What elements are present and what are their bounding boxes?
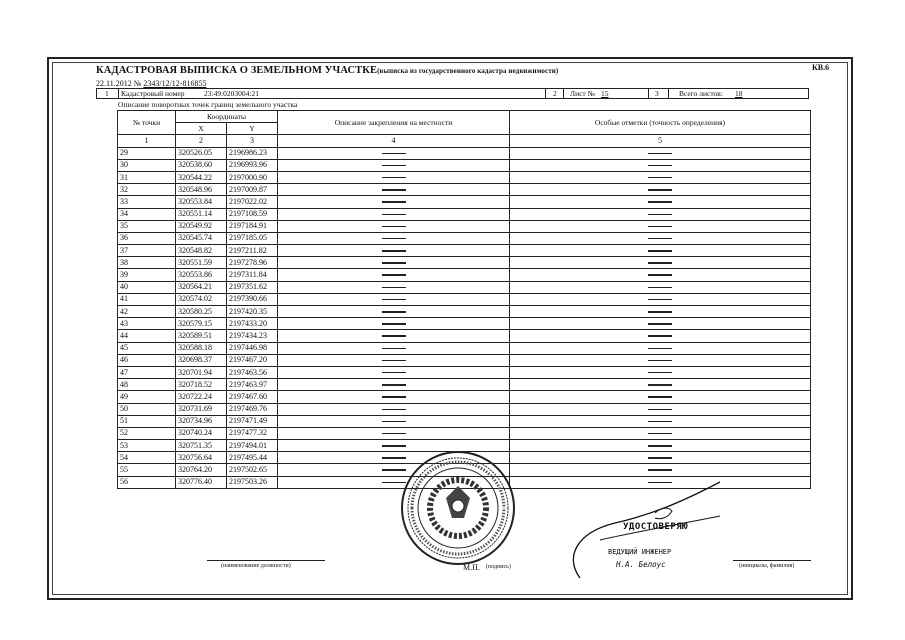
dash-mark xyxy=(648,250,672,252)
notes-cell xyxy=(510,452,811,464)
coord-y: 2197434.23 xyxy=(227,330,278,342)
divider xyxy=(563,89,564,98)
coord-y: 2197433.20 xyxy=(227,318,278,330)
official-seal-stamp xyxy=(398,448,518,568)
coord-x: 320722.24 xyxy=(176,391,227,403)
header-point-no: № точки xyxy=(118,111,176,135)
notes-cell xyxy=(510,306,811,318)
coord-x: 320751.35 xyxy=(176,440,227,452)
notes-cell xyxy=(510,184,811,196)
table-row xyxy=(118,171,811,183)
point-number: 38 xyxy=(118,257,176,269)
table-row xyxy=(118,281,811,293)
divider xyxy=(545,89,546,98)
point-number: 47 xyxy=(118,366,176,378)
coord-y: 2197463.97 xyxy=(227,379,278,391)
engineer-name: Н.А. Белоус xyxy=(616,560,666,569)
header-coordinates: Координаты xyxy=(176,111,278,123)
coord-x: 320764.20 xyxy=(176,464,227,476)
cadastral-label: Кадастровый номер xyxy=(121,89,185,98)
dash-mark xyxy=(648,323,672,325)
notes-cell xyxy=(510,427,811,439)
coord-x: 320698.37 xyxy=(176,354,227,366)
notes-cell xyxy=(510,330,811,342)
header-description: Описание закрепления на местности xyxy=(278,111,510,135)
coord-x: 320776.40 xyxy=(176,476,227,488)
coord-y: 2197278.96 xyxy=(227,257,278,269)
index-5: 5 xyxy=(510,135,811,147)
point-number: 31 xyxy=(118,171,176,183)
coord-y: 2197477.32 xyxy=(227,427,278,439)
notes-cell xyxy=(510,281,811,293)
coord-y: 2196986.23 xyxy=(227,147,278,159)
document-date-number xyxy=(96,79,206,88)
description-cell xyxy=(278,257,510,269)
coord-x: 320579.15 xyxy=(176,318,227,330)
point-number: 49 xyxy=(118,391,176,403)
sheet-number: 15 xyxy=(601,89,609,98)
table-index-row xyxy=(118,135,811,147)
notes-cell xyxy=(510,208,811,220)
coord-y: 2197467.60 xyxy=(227,391,278,403)
table-row xyxy=(118,330,811,342)
table-row xyxy=(118,245,811,257)
dash-mark xyxy=(382,323,406,325)
description-cell xyxy=(278,232,510,244)
dash-mark xyxy=(382,299,406,301)
dash-mark xyxy=(382,262,406,264)
coord-x: 320756.64 xyxy=(176,452,227,464)
cell-2-index: 2 xyxy=(553,89,557,98)
coord-y: 2197420.35 xyxy=(227,306,278,318)
dash-mark xyxy=(382,165,406,167)
initials-caption: (инициалы, фамилия) xyxy=(739,563,795,569)
dash-mark xyxy=(382,348,406,350)
notes-cell xyxy=(510,342,811,354)
table-row xyxy=(118,415,811,427)
table-row xyxy=(118,147,811,159)
point-number: 41 xyxy=(118,293,176,305)
description-cell xyxy=(278,415,510,427)
point-number: 33 xyxy=(118,196,176,208)
dash-mark xyxy=(648,384,672,386)
point-number: 52 xyxy=(118,427,176,439)
point-number: 48 xyxy=(118,379,176,391)
notes-cell xyxy=(510,366,811,378)
title-subtitle: (выписка из государственного кадастра недвижимости) xyxy=(377,67,559,75)
dash-mark xyxy=(382,177,406,179)
coord-y: 2197184.91 xyxy=(227,220,278,232)
coord-y: 2197502.65 xyxy=(227,464,278,476)
total-sheets-value: 18 xyxy=(735,89,743,98)
dash-mark xyxy=(382,433,406,435)
dash-mark xyxy=(648,177,672,179)
notes-cell xyxy=(510,171,811,183)
point-number: 42 xyxy=(118,306,176,318)
divider xyxy=(648,89,649,98)
notes-cell xyxy=(510,403,811,415)
table-row xyxy=(118,232,811,244)
dash-mark xyxy=(382,214,406,216)
dash-mark xyxy=(648,311,672,313)
dash-mark xyxy=(648,153,672,155)
dash-mark xyxy=(382,372,406,374)
coord-x: 320526.05 xyxy=(176,147,227,159)
coord-y: 2197463.56 xyxy=(227,366,278,378)
notes-cell xyxy=(510,257,811,269)
notes-cell xyxy=(510,196,811,208)
table-row xyxy=(118,342,811,354)
dash-mark xyxy=(648,421,672,423)
description-cell xyxy=(278,293,510,305)
notes-cell xyxy=(510,464,811,476)
point-number: 46 xyxy=(118,354,176,366)
notes-cell xyxy=(510,147,811,159)
coord-x: 320564.21 xyxy=(176,281,227,293)
description-cell xyxy=(278,196,510,208)
notes-cell xyxy=(510,220,811,232)
points-table xyxy=(117,110,811,489)
dash-mark xyxy=(648,348,672,350)
point-number: 40 xyxy=(118,281,176,293)
dash-mark xyxy=(648,457,672,459)
coord-y: 2197211.82 xyxy=(227,245,278,257)
cell-1-index: 1 xyxy=(105,89,109,98)
coord-y: 2196993.96 xyxy=(227,159,278,171)
point-number: 43 xyxy=(118,318,176,330)
coord-y: 2197467.20 xyxy=(227,354,278,366)
initials-line xyxy=(733,560,811,561)
description-cell xyxy=(278,159,510,171)
index-3: 3 xyxy=(227,135,278,147)
coord-y: 2197469.76 xyxy=(227,403,278,415)
coord-y: 2197494.01 xyxy=(227,440,278,452)
header-y: Y xyxy=(227,123,278,135)
coord-x: 320553.84 xyxy=(176,196,227,208)
coord-y: 2197390.66 xyxy=(227,293,278,305)
dash-mark xyxy=(382,274,406,276)
coord-y: 2197351.62 xyxy=(227,281,278,293)
divider xyxy=(668,89,669,98)
table-row xyxy=(118,293,811,305)
certified-stamp-text: УДОСТОВЕРЯЮ xyxy=(623,522,689,532)
point-number: 30 xyxy=(118,159,176,171)
coord-y: 2197009.87 xyxy=(227,184,278,196)
point-number: 51 xyxy=(118,415,176,427)
coord-x: 320580.25 xyxy=(176,306,227,318)
signature-caption: (подпись) xyxy=(486,564,511,570)
coord-y: 2197503.26 xyxy=(227,476,278,488)
dash-mark xyxy=(648,214,672,216)
dash-mark xyxy=(382,189,406,191)
dash-mark xyxy=(382,384,406,386)
engineer-title: ВЕДУЩИЙ ИНЖЕНЕР xyxy=(608,548,672,556)
dash-mark xyxy=(648,201,672,203)
notes-cell xyxy=(510,232,811,244)
dash-mark xyxy=(382,335,406,337)
table-row xyxy=(118,366,811,378)
notes-cell xyxy=(510,354,811,366)
dash-mark xyxy=(382,396,406,398)
point-number: 44 xyxy=(118,330,176,342)
cadastral-number: 23:49:0203004:21 xyxy=(204,89,260,98)
description-cell xyxy=(278,306,510,318)
coord-x: 320589.51 xyxy=(176,330,227,342)
point-number: 39 xyxy=(118,269,176,281)
section-title: Описание поворотных точек границ земельного участка xyxy=(118,100,298,109)
description-cell xyxy=(278,427,510,439)
notes-cell xyxy=(510,379,811,391)
coord-y: 2197495.44 xyxy=(227,452,278,464)
dash-mark xyxy=(648,372,672,374)
notes-cell xyxy=(510,269,811,281)
coord-x: 320553.86 xyxy=(176,269,227,281)
document-date: 22.11.2012 xyxy=(96,79,132,88)
form-code: КВ.6 xyxy=(812,63,830,72)
coord-x: 320548.96 xyxy=(176,184,227,196)
coord-x: 320731.69 xyxy=(176,403,227,415)
point-number: 50 xyxy=(118,403,176,415)
top-info-bar xyxy=(96,88,809,99)
dash-mark xyxy=(648,226,672,228)
document-number: 2343/12/12-816855 xyxy=(143,79,207,88)
coord-y: 2197311.84 xyxy=(227,269,278,281)
dash-mark xyxy=(648,189,672,191)
description-cell xyxy=(278,379,510,391)
handwritten-signature xyxy=(560,478,730,588)
coord-x: 320544.22 xyxy=(176,171,227,183)
description-cell xyxy=(278,245,510,257)
description-cell xyxy=(278,184,510,196)
coord-x: 320551.14 xyxy=(176,208,227,220)
coord-y: 2197185.05 xyxy=(227,232,278,244)
notes-cell xyxy=(510,159,811,171)
table-row xyxy=(118,306,811,318)
table-row xyxy=(118,196,811,208)
table-row xyxy=(118,403,811,415)
description-cell xyxy=(278,342,510,354)
index-1: 1 xyxy=(118,135,176,147)
table-row xyxy=(118,427,811,439)
table-row xyxy=(118,354,811,366)
dash-mark xyxy=(648,335,672,337)
description-cell xyxy=(278,220,510,232)
coord-x: 320718.52 xyxy=(176,379,227,391)
dash-mark xyxy=(382,409,406,411)
coord-x: 320701.94 xyxy=(176,366,227,378)
description-cell xyxy=(278,391,510,403)
coord-x: 320545.74 xyxy=(176,232,227,244)
cell-3-index: 3 xyxy=(655,89,659,98)
point-number: 56 xyxy=(118,476,176,488)
point-number: 37 xyxy=(118,245,176,257)
notes-cell xyxy=(510,415,811,427)
dash-mark xyxy=(648,299,672,301)
table-row xyxy=(118,269,811,281)
index-4: 4 xyxy=(278,135,510,147)
table-row xyxy=(118,159,811,171)
description-cell xyxy=(278,318,510,330)
description-cell xyxy=(278,281,510,293)
dash-mark xyxy=(382,287,406,289)
point-number: 32 xyxy=(118,184,176,196)
index-2: 2 xyxy=(176,135,227,147)
description-cell xyxy=(278,366,510,378)
point-number: 36 xyxy=(118,232,176,244)
notes-cell xyxy=(510,318,811,330)
coord-x: 320734.96 xyxy=(176,415,227,427)
point-number: 35 xyxy=(118,220,176,232)
dash-mark xyxy=(382,153,406,155)
coord-x: 320538.60 xyxy=(176,159,227,171)
number-label: № xyxy=(133,79,142,88)
dash-mark xyxy=(648,409,672,411)
dash-mark xyxy=(382,421,406,423)
document-title xyxy=(96,65,558,76)
position-line xyxy=(207,560,325,561)
dash-mark xyxy=(648,445,672,447)
total-sheets-label: Всего листов: xyxy=(679,89,723,98)
dash-mark xyxy=(648,274,672,276)
dash-mark xyxy=(648,262,672,264)
dash-mark xyxy=(648,469,672,471)
description-cell xyxy=(278,330,510,342)
table-row xyxy=(118,391,811,403)
dash-mark xyxy=(648,165,672,167)
coord-x: 320549.92 xyxy=(176,220,227,232)
description-cell xyxy=(278,208,510,220)
title-main: КАДАСТРОВАЯ ВЫПИСКА О ЗЕМЕЛЬНОМ УЧАСТКЕ xyxy=(96,65,378,76)
point-number: 29 xyxy=(118,147,176,159)
header-x: X xyxy=(176,123,227,135)
notes-cell xyxy=(510,293,811,305)
table-row xyxy=(118,257,811,269)
table-header-row xyxy=(118,111,811,123)
dash-mark xyxy=(382,201,406,203)
description-cell xyxy=(278,354,510,366)
coord-y: 2197446.98 xyxy=(227,342,278,354)
table-row xyxy=(118,318,811,330)
coord-y: 2197022.02 xyxy=(227,196,278,208)
dash-mark xyxy=(648,433,672,435)
table-row xyxy=(118,379,811,391)
dash-mark xyxy=(648,238,672,240)
point-number: 34 xyxy=(118,208,176,220)
dash-mark xyxy=(382,360,406,362)
coord-x: 320548.82 xyxy=(176,245,227,257)
table-row xyxy=(118,220,811,232)
description-cell xyxy=(278,269,510,281)
coord-x: 320551.59 xyxy=(176,257,227,269)
coord-x: 320740.24 xyxy=(176,427,227,439)
description-cell xyxy=(278,147,510,159)
dash-mark xyxy=(382,311,406,313)
coord-y: 2197108.59 xyxy=(227,208,278,220)
dash-mark xyxy=(648,360,672,362)
description-cell xyxy=(278,171,510,183)
point-number: 54 xyxy=(118,452,176,464)
dash-mark xyxy=(648,287,672,289)
coord-y: 2197000.90 xyxy=(227,171,278,183)
header-notes: Особые отметки (точность определения) xyxy=(510,111,811,135)
dash-mark xyxy=(382,250,406,252)
divider xyxy=(118,89,119,98)
notes-cell xyxy=(510,391,811,403)
dash-mark xyxy=(382,445,406,447)
notes-cell xyxy=(510,245,811,257)
point-number: 53 xyxy=(118,440,176,452)
notes-cell xyxy=(510,440,811,452)
dash-mark xyxy=(382,226,406,228)
position-caption: (наименование должности) xyxy=(221,563,291,569)
stamp-caption: М.П. xyxy=(463,563,480,572)
coord-x: 320588.18 xyxy=(176,342,227,354)
point-number: 55 xyxy=(118,464,176,476)
table-row xyxy=(118,184,811,196)
point-number: 45 xyxy=(118,342,176,354)
dash-mark xyxy=(382,238,406,240)
table-row xyxy=(118,208,811,220)
sheet-label: Лист № xyxy=(570,89,595,98)
coord-y: 2197471.49 xyxy=(227,415,278,427)
coord-x: 320574.02 xyxy=(176,293,227,305)
points-table-body xyxy=(118,111,811,489)
dash-mark xyxy=(648,396,672,398)
description-cell xyxy=(278,403,510,415)
